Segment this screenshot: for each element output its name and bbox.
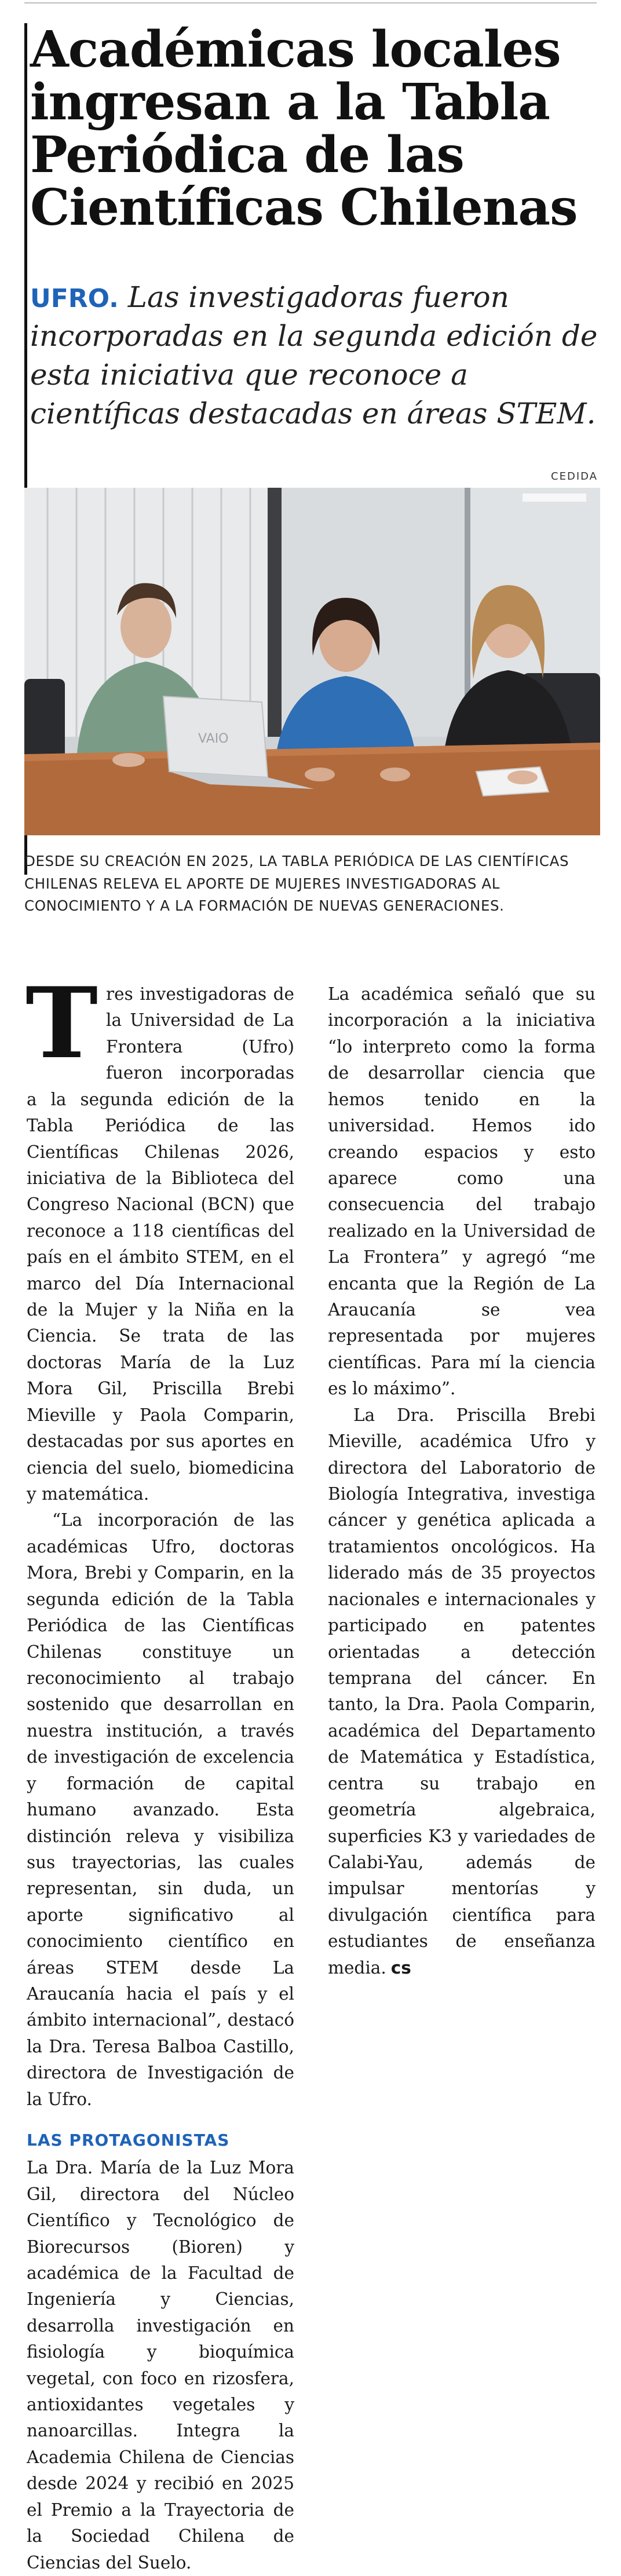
laptop-brand: VAIO <box>198 732 229 746</box>
end-mark: cs <box>390 1957 411 1978</box>
section-subhead: LAS PROTAGONISTAS <box>27 2131 230 2150</box>
paragraph-1 <box>25 966 294 1507</box>
photo-credit: CEDIDA <box>551 470 598 483</box>
paragraph-5-text: La Dra. Priscilla Brebi Mieville, académica Ufro y directora del Laboratorio de Biología Integrativa, investiga cáncer y genética aplicada a tratamientos oncológicos. Ha liderado más de 35 proyectos nacionales e internacionales y participado en patentes orientadas a detección temprana del cáncer. En tanto, la Dra. Paola Comparin, académica del Departamento de Matemática y Estadística, centra su trabajo en geometría algebraica, superficies K3 y variedades de Calabi-Yau, además de impulsar mentorías y divulgación científica para estudiantes de enseñanza media. <box>328 1405 596 1978</box>
paragraph-3: La Dra. María de la Luz Mora Gil, directora del Núcleo Científico y Tecnológico de Biorecursos (Bioren) y académica de la Facultad de Ingeniería y Ciencias, desarrolla investigación en fisiología y bioquímica vegetal, con foco en rizosfera, antioxidantes vegetales y nanoarcillas. Integra la Academia Chilena de Ciencias desde 2024 y recibió en 2025 el Premio a la Trayectoria de la Sociedad Chilena de Ciencias del Suelo. <box>27 2158 294 2573</box>
headline: Académicas locales ingresan a la Tabla Periódica de las Científicas Chilenas <box>30 20 578 237</box>
paragraph-1-text: res investigadoras de la Universidad de La Frontera (Ufro) fueron incorporadas a la segunda edición de la Tabla Periódica de las Científicas Chilenas 2026, iniciativa de la Biblioteca del Congreso Nacional (BCN) que reconoce a 118 científicas del país en el ámbito STEM, en el marco del Día Internacional de la Mujer y la Niña en la Ciencia. Se trata de las doctoras María de la Luz Mora Gil, Priscilla Brebi Mieville y Paola Comparin, destacadas por sus aportes en ciencia del suelo, biomedicina y matemática. <box>27 984 294 1504</box>
article-column-right <box>328 981 596 1981</box>
dek-kicker: UFRO. <box>30 284 119 313</box>
photo-illustration <box>24 488 600 835</box>
dek <box>30 278 604 433</box>
photo-caption: DESDE SU CREACIÓN EN 2025, LA TABLA PERIÓDICA DE LAS CIENTÍFICAS CHILENAS RELEVA EL APORTE DE MUJERES INVESTIGADORAS AL CONOCIMIENTO Y A LA FORMACIÓN DE NUEVAS GENERACIONES. <box>24 853 569 915</box>
drop-cap: T <box>25 966 98 1080</box>
article-photo <box>24 488 600 835</box>
paragraph-2: “La incorporación de las académicas Ufro, doctoras Mora, Brebi y Comparin, en la segunda edición de la Tabla Periódica de las Científicas Chilenas constituye un reconocimiento al trabajo sostenido que desarrollan en nuestra institución, a través de investigación de excelencia y formación de capital humano avanzado. Esta distinción releva y visibiliza sus trayectorias, las cuales representan, sin duda, un aporte significativo al conocimiento científico en áreas STEM desde La Araucanía hacia el país y el ámbito internacional”, destacó la Dra. Teresa Balboa Castillo, directora de Investigación de la Ufro. <box>27 1510 294 2109</box>
dek-text: Las investigadoras fueron incorporadas en la segunda edición de esta iniciativa que reconoce a científicas destacadas en áreas STEM. <box>30 280 598 430</box>
paragraph-4: La académica señaló que su incorporación a la iniciativa “lo interpreto como la forma de desarrollar ciencia que hemos tenido en la universidad. Hemos ido creando espacios y esto aparece como una consecuencia del trabajo realizado en la Universidad de La Frontera” y agregó “me encanta que la Región de La Araucanía se vea representada por mujeres científicas. Para mí la ciencia es lo máximo”. <box>328 984 596 1399</box>
article-column-left <box>25 966 294 2576</box>
paragraph-5 <box>328 1402 596 1981</box>
top-rule <box>24 2 597 3</box>
